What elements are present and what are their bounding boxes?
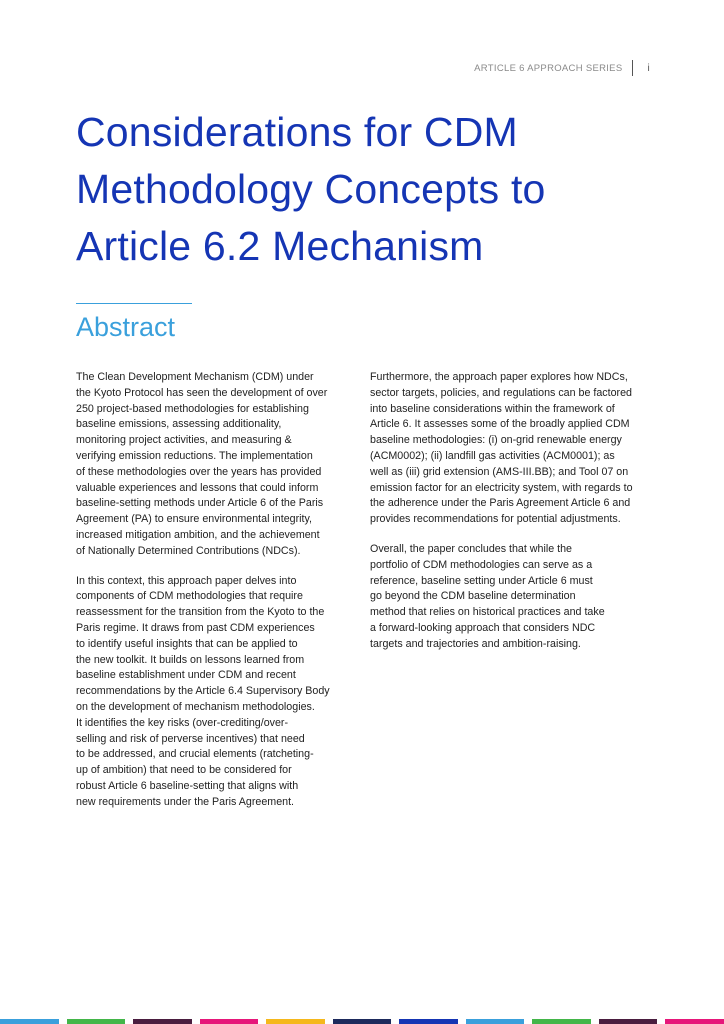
footer-color-stripes — [0, 1019, 724, 1024]
paragraph: Overall, the paper concludes that while the portfolio of CDM methodologies can serve as a reference, baseline setting under Article 6 must go beyond the CDM baseline determination method that relies on historical practices and take a forward-looking approach that considers NDC targets and trajectories and ambition-raising. — [370, 542, 605, 650]
heading-rule — [76, 303, 192, 304]
page-number: i — [647, 62, 650, 74]
footer-stripe — [399, 1019, 458, 1024]
page-title — [76, 104, 666, 275]
footer-stripe — [333, 1019, 392, 1024]
paragraph: In this context, this approach paper delves into components of CDM methodologies that require reassessment for the transition from the Kyoto to the Paris regime. It draws from past CDM experiences to identify useful insights that can be applied to the new toolkit. It builds on lessons learned from baseline establishment under CDM and recent recommendations by the Article 6.4 Supervisory Body on the development of mechanism methodologies. It identifies the key risks (over-crediting/over- selling and risk of perverse incentives) that need to be addressed, and crucial elements (ratcheting- up of ambition) that need to be considered for robust Article 6 baseline-setting that aligns with new requirements under the Paris Agreement. — [76, 574, 330, 808]
footer-stripe — [266, 1019, 325, 1024]
running-header — [474, 60, 650, 76]
footer-stripe — [200, 1019, 259, 1024]
left-column — [76, 370, 351, 825]
footer-stripe — [0, 1019, 59, 1024]
footer-stripe — [532, 1019, 591, 1024]
header-divider — [632, 60, 633, 76]
footer-stripe — [67, 1019, 126, 1024]
page-title-text: Considerations for CDM Methodology Concepts to Article 6.2 Mechanism — [76, 109, 546, 269]
section-heading: Abstract — [76, 312, 176, 342]
paragraph: The Clean Development Mechanism (CDM) under the Kyoto Protocol has seen the development of over 250 project-based methodologies for establishing baseline emissions, assessing additionality, monitoring project activities, and measuring & verifying emission reductions. The implementation of these methodologies over the years has provided valuable experiences and lessons that could inform baseline-setting methods under Article 6 of the Paris Agreement (PA) to ensure environmental integrity, increased mitigation ambition, and the achievement of Nationally Determined Contributions (NDCs). — [76, 371, 328, 557]
footer-stripe — [133, 1019, 192, 1024]
footer-stripe — [466, 1019, 525, 1024]
footer-stripe — [665, 1019, 724, 1024]
right-column — [370, 370, 655, 667]
footer-stripe — [599, 1019, 658, 1024]
paragraph: Furthermore, the approach paper explores how NDCs, sector targets, policies, and regulations can be factored into baseline considerations within the framework of Article 6. It assesses some of the broadly applied CDM baseline methodologies: (i) on-grid renewable energy (ACM0002); (ii) landfill gas activities (ACM0001); as well as (iii) grid extension (AMS-III.BB); and Tool 07 on emission factor for an electricity system, with regards to the adherence under the Paris Agreement Article 6 and provides recommendations for potential adjustments. — [370, 371, 633, 526]
series-label: ARTICLE 6 APPROACH SERIES — [474, 62, 623, 74]
